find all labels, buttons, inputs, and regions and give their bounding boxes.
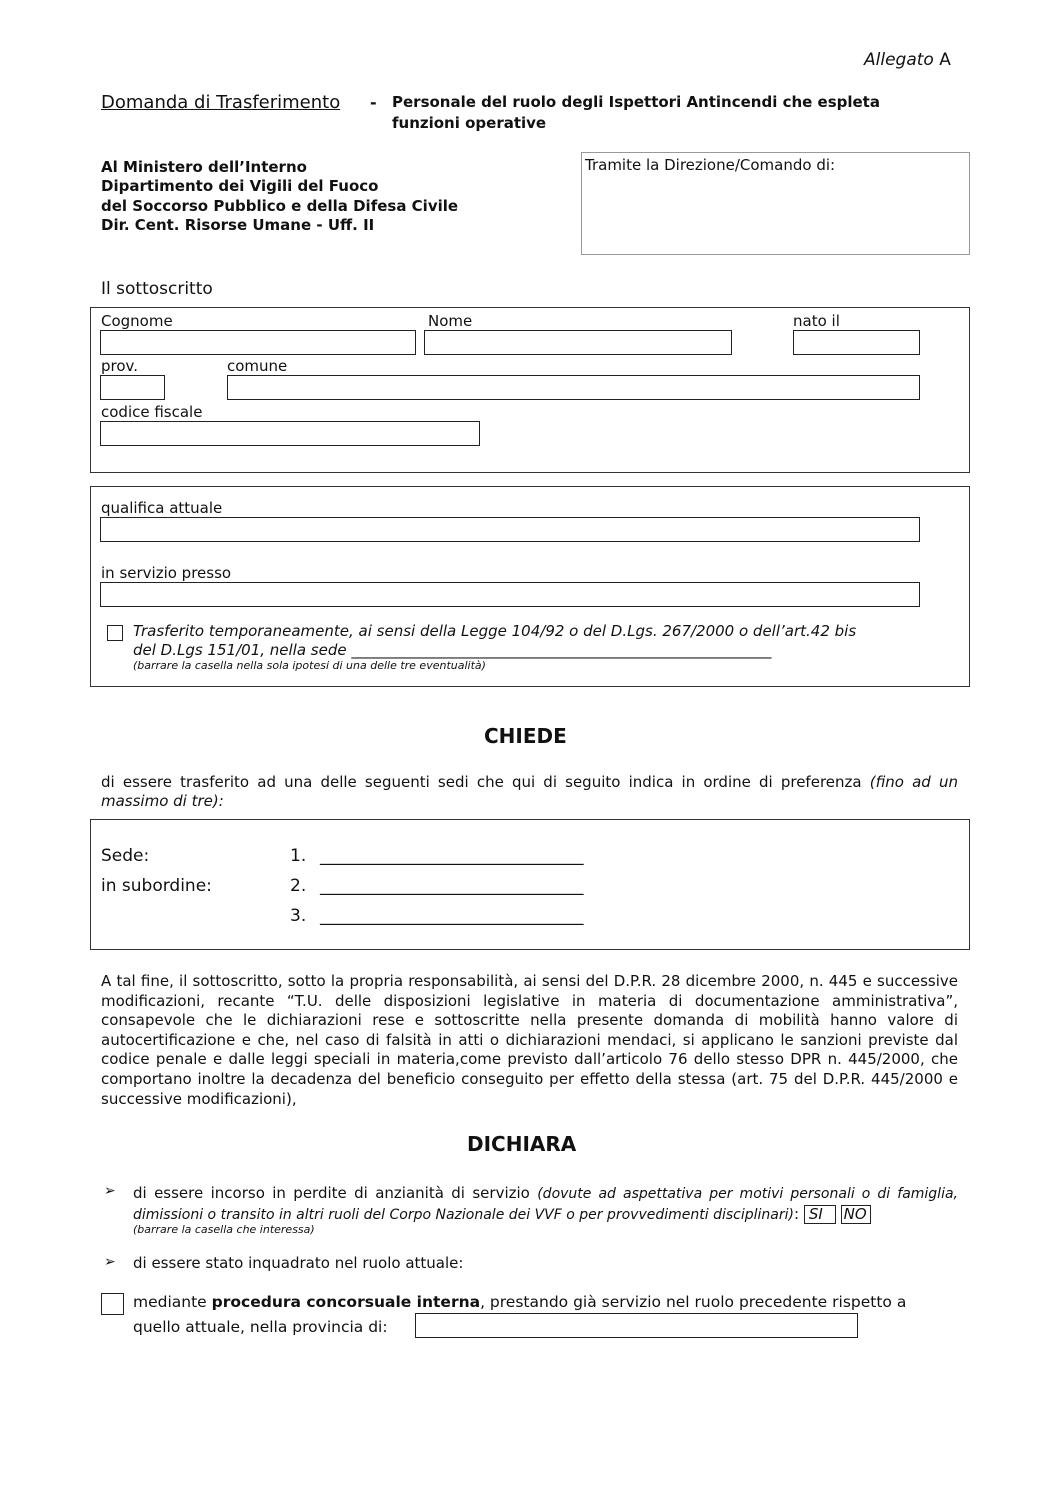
form-subtitle-line2: funzioni operative [392,114,547,132]
dichiara-item1-italic: (dovute ad aspettativa per motivi personali o di famiglia, dimissioni o transito in altri ruoli del Corpo Nazionale dei VVF o per provvedimenti disciplinari) [133,1186,958,1223]
si-label: SI [808,1205,823,1223]
sede-number-2: 2. [290,876,307,896]
si-option[interactable] [804,1205,836,1224]
sede-field-2[interactable]: _______________________________ [320,876,584,896]
bullet-2-icon: ➢ [104,1254,116,1270]
provincia-field[interactable] [415,1313,858,1338]
form-subtitle-line1: Personale del ruolo degli Ispettori Antincendi che espleta [392,93,880,111]
chiede-text [101,773,958,811]
nato-il-field[interactable] [793,330,920,355]
mediante-post: , prestando già servizio nel ruolo precedente rispetto a [480,1293,907,1311]
sede-label: Sede: [101,846,150,866]
mediante-line2: quello attuale, nella provincia di: [133,1318,388,1336]
sede-field-1[interactable]: _______________________________ [320,846,584,866]
bullet-1-icon: ➢ [104,1183,116,1199]
prov-field[interactable] [100,375,165,400]
recipient-line4: Dir. Cent. Risorse Umane - Uff. II [101,216,375,234]
sede-number-3: 3. [290,906,307,926]
codice-fiscale-field[interactable] [100,421,480,446]
dichiara-item2: di essere stato inquadrato nel ruolo attuale: [133,1254,464,1272]
dichiara-heading: DICHIARA [467,1132,577,1156]
procedura-checkbox[interactable] [101,1293,124,1315]
subordine-label: in subordine: [101,876,212,896]
sottoscritto-label: Il sottoscritto [101,279,213,299]
chiede-text-italic: (fino ad un massimo di tre): [101,773,958,810]
recipient-line2: Dipartimento dei Vigili del Fuoco [101,177,379,195]
no-label: NO [843,1205,867,1223]
sede-field-3[interactable]: _______________________________ [320,906,584,926]
declaration-paragraph: A tal fine, il sottoscritto, sotto la propria responsabilità, ai sensi del D.P.R. 28 dicembre 2000, n. 445 e successive modificazioni, recante “T.U. delle disposizioni legislative in materia di documentazione amministrativa”, consapevole che le dichiarazioni rese e sottoscritte nella presente domanda di mobilità hanno valore di autocertificazione e che, nel caso di falsità in atti o dichiarazioni mendaci, si applicano le sanzioni previste dal codice penale e dalle leggi speciali in materia,come previsto dall’articolo 76 dello stesso DPR n. 445/2000, che comportano inoltre la decadenza del beneficio conseguito per effetto della stessa (art. 75 del D.P.R. 445/2000 e successive modificazioni), [101,972,958,1108]
trasferito-text-line2: del D.Lgs 151/01, nella sede ________________________________________________________ [133,641,772,659]
dichiara-item1-colon: : [793,1205,804,1223]
allegato-letter: A [933,50,951,70]
dichiara-item1-note: (barrare la casella che interessa) [133,1223,315,1236]
tramite-box[interactable] [581,152,970,255]
sede-number-1: 1. [290,846,307,866]
nome-field[interactable] [424,330,732,355]
mediante-line1 [133,1293,906,1311]
no-option[interactable] [841,1205,871,1224]
dichiara-item1 [133,1183,958,1225]
tramite-label: Tramite la Direzione/Comando di: [585,156,836,174]
chiede-text-main: di essere trasferito ad una delle seguenti sedi che qui di seguito indica in ordine di preferenza [101,773,870,791]
recipient-line3: del Soccorso Pubblico e della Difesa Civile [101,197,459,215]
chiede-heading: CHIEDE [484,724,567,748]
mediante-bold: procedura concorsuale interna [211,1293,481,1311]
trasferito-text-line1: Trasferito temporaneamente, ai sensi della Legge 104/92 o del D.Lgs. 267/2000 o dell’art.42 bis [133,622,857,640]
title-dash: - [370,93,377,112]
qualifica-label: qualifica attuale [101,499,223,517]
trasferito-checkbox[interactable] [107,625,123,641]
nato-il-label: nato il [793,312,840,330]
allegato-italic: Allegato [864,50,934,70]
mediante-pre: mediante [133,1293,212,1311]
cognome-field[interactable] [100,330,416,355]
comune-label: comune [227,357,288,375]
servizio-label: in servizio presso [101,564,232,582]
nome-label: Nome [428,312,473,330]
cognome-label: Cognome [101,312,173,330]
servizio-field[interactable] [100,582,920,607]
comune-field[interactable] [227,375,920,400]
allegato-label [864,50,951,70]
qualifica-field[interactable] [100,517,920,542]
recipient-line1: Al Ministero dell’Interno [101,158,307,176]
prov-label: prov. [101,357,139,375]
form-title: Domanda di Trasferimento [101,92,341,113]
trasferito-note: (barrare la casella nella sola ipotesi di una delle tre eventualità) [133,659,486,672]
dichiara-item1-main: di essere incorso in perdite di anzianità di servizio [133,1184,538,1202]
codice-fiscale-label: codice fiscale [101,403,203,421]
